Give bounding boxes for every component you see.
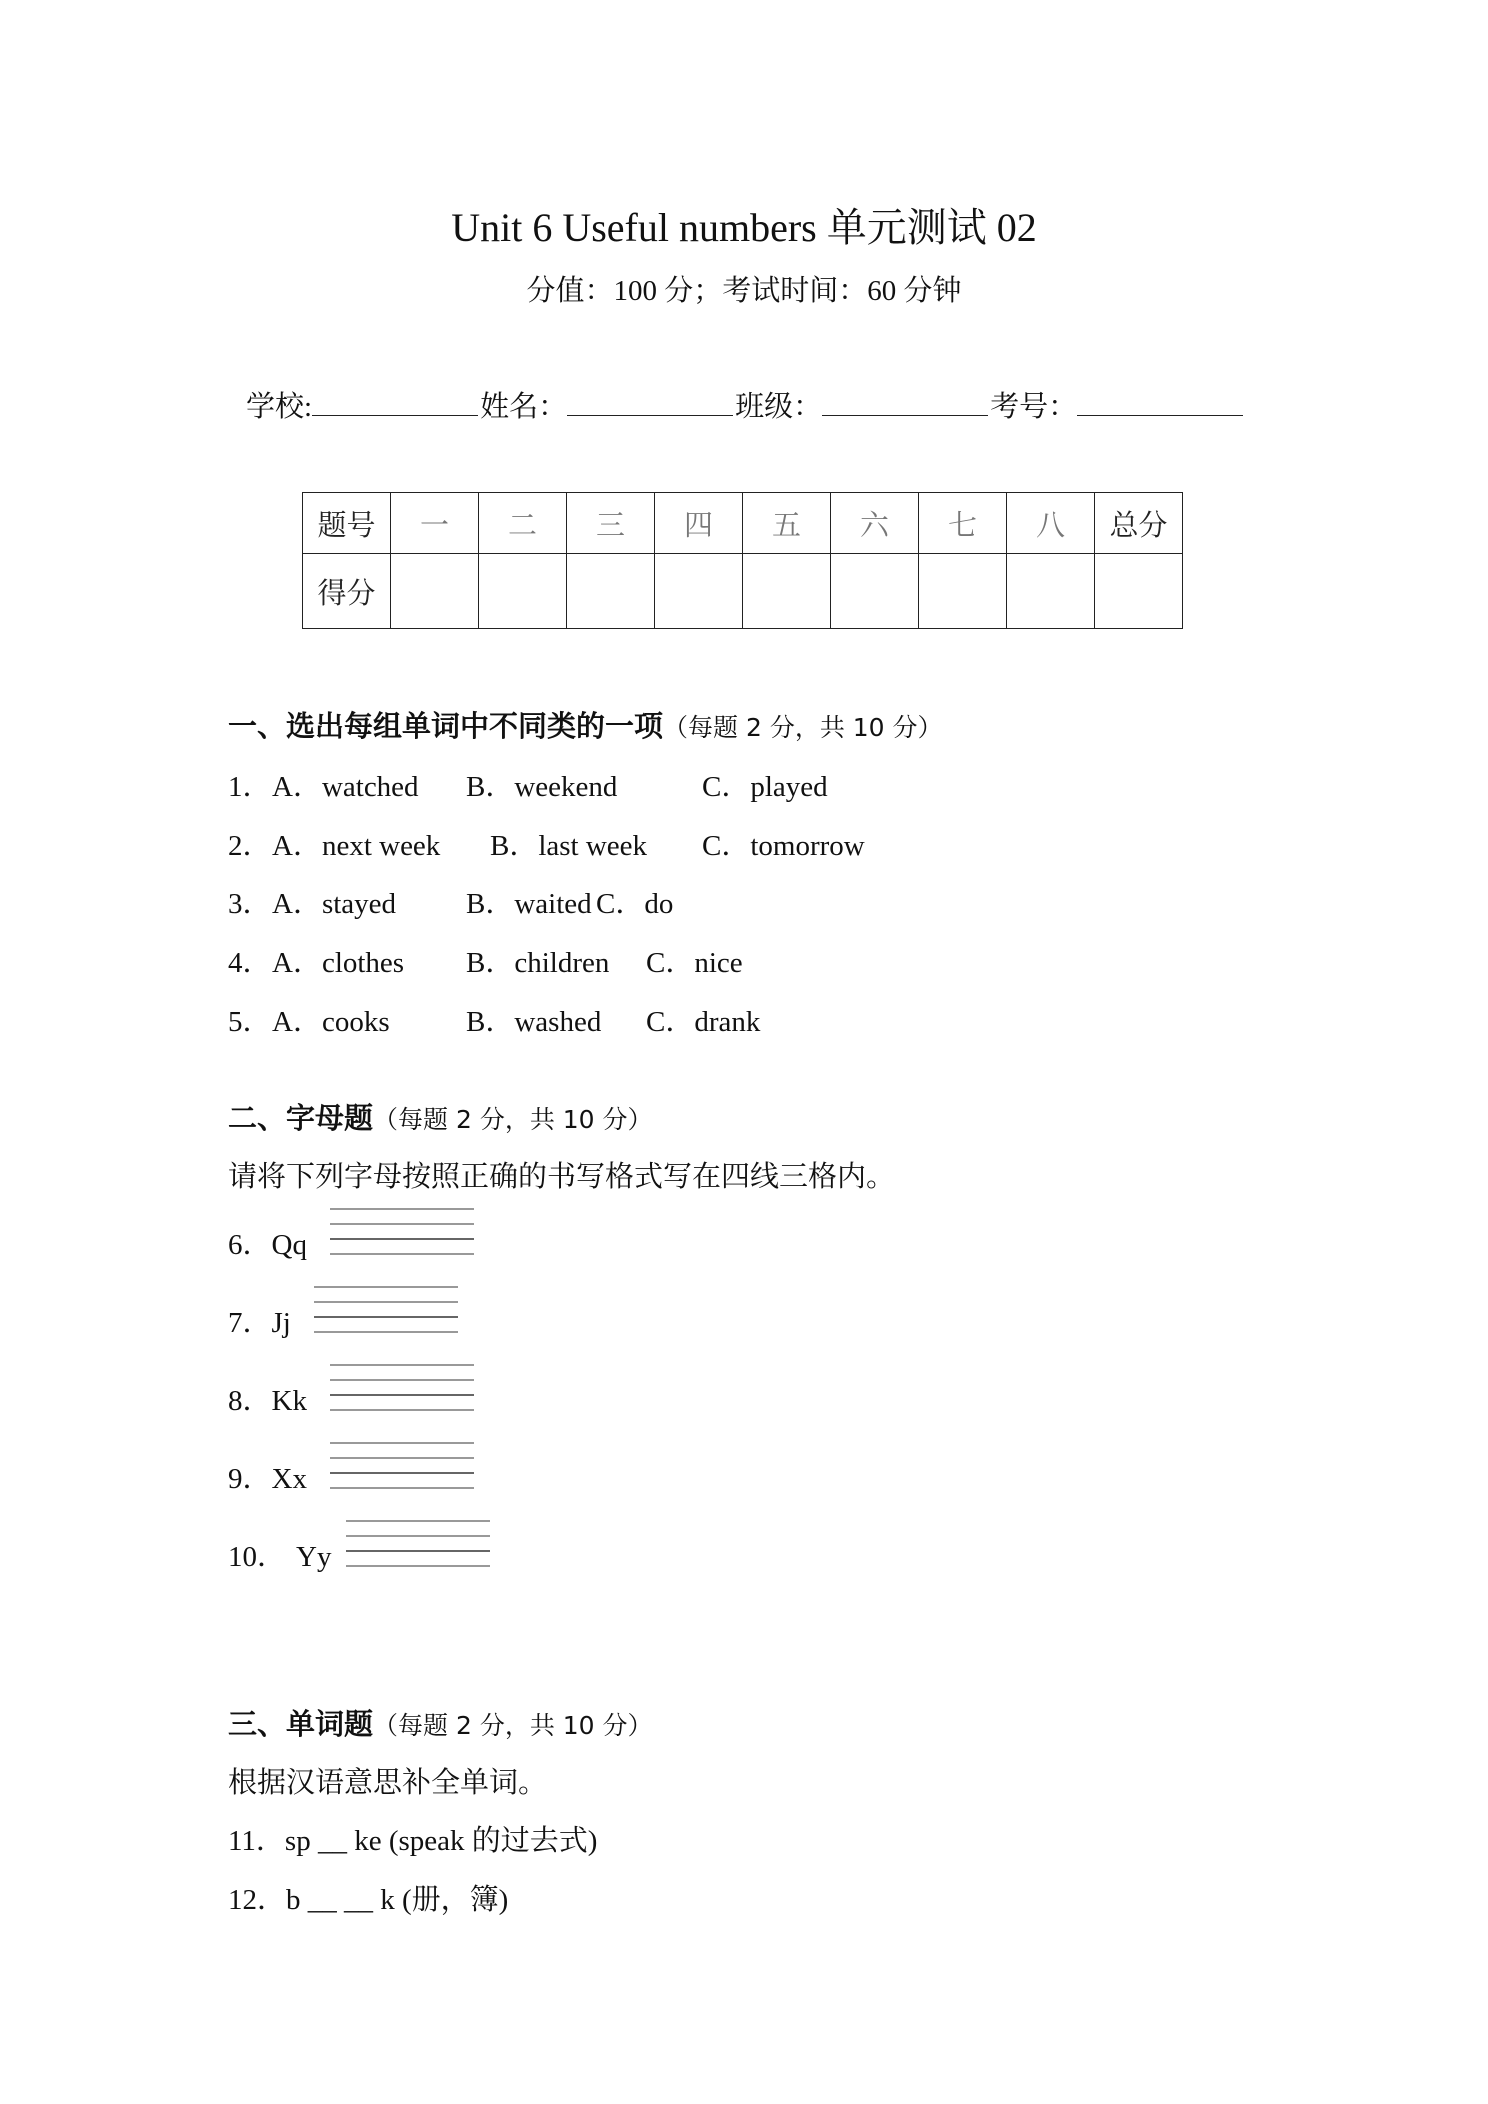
word-question[interactable]: 12．b __ __ k (册，簿) xyxy=(228,1884,509,1916)
score-input-cell[interactable] xyxy=(1095,554,1183,629)
score-table-cell: 题号 xyxy=(303,493,391,554)
letter-item xyxy=(228,1300,291,1341)
exam-number-label: 考号： xyxy=(990,391,1078,423)
option-a[interactable]: A．clothes xyxy=(272,947,405,979)
school-label: 学校: xyxy=(246,391,313,423)
score-table-header-row xyxy=(303,493,1183,554)
letter-item-letters: Xx xyxy=(271,1463,307,1495)
score-input-cell[interactable] xyxy=(479,554,567,629)
score-table-score-row xyxy=(303,554,1183,629)
letter-item-number: 7． xyxy=(228,1307,272,1339)
exam-number-blank[interactable] xyxy=(1077,385,1243,416)
four-line-grid[interactable] xyxy=(346,1520,490,1570)
score-table-cell: 二 xyxy=(479,493,567,554)
option-c[interactable]: C．nice xyxy=(646,947,743,979)
option-a[interactable]: A．stayed xyxy=(272,888,397,920)
school-blank[interactable] xyxy=(312,385,478,416)
section2-instruction: 请将下列字母按照正确的书写格式写在四线三格内。 xyxy=(228,1161,896,1193)
score-table-cell: 总分 xyxy=(1095,493,1183,554)
page-title: Unit 6 Useful numbers 单元测试 02 xyxy=(451,205,1037,250)
option-c[interactable]: C．do xyxy=(596,888,674,920)
option-b[interactable]: B．children xyxy=(466,947,610,979)
class-label: 班级： xyxy=(735,391,823,423)
question-item xyxy=(228,881,673,922)
question-item xyxy=(228,999,760,1040)
score-table-cell: 三 xyxy=(567,493,655,554)
section1-note: （每题 2 分，共 10 分） xyxy=(663,713,943,742)
letter-item-number: 9． xyxy=(228,1463,272,1495)
letter-item-letters: Jj xyxy=(271,1307,291,1339)
option-a[interactable]: A．cooks xyxy=(272,1006,390,1038)
score-input-cell[interactable] xyxy=(743,554,831,629)
name-label: 姓名： xyxy=(480,391,568,423)
letter-item-letters: Yy xyxy=(296,1541,332,1573)
score-table-cell: 四 xyxy=(655,493,743,554)
option-b[interactable]: B．weekend xyxy=(466,771,618,803)
option-a[interactable]: A．next week xyxy=(272,830,441,862)
section3-heading xyxy=(228,1702,653,1743)
score-table-cell: 六 xyxy=(831,493,919,554)
section1-heading xyxy=(228,704,943,745)
question-item xyxy=(228,823,865,864)
word-question[interactable]: 11．sp __ ke (speak 的过去式) xyxy=(228,1825,598,1857)
student-info-line xyxy=(246,384,1245,425)
score-table xyxy=(302,492,1183,629)
four-line-grid[interactable] xyxy=(330,1208,474,1258)
letter-item-letters: Qq xyxy=(271,1229,307,1261)
letter-item xyxy=(228,1222,307,1263)
score-input-cell[interactable] xyxy=(391,554,479,629)
section3-title: 三、单词题 xyxy=(228,1709,374,1741)
score-row-label: 得分 xyxy=(303,554,391,629)
score-input-cell[interactable] xyxy=(1007,554,1095,629)
name-blank[interactable] xyxy=(567,385,733,416)
question-number: 2． xyxy=(228,830,272,862)
letter-item xyxy=(228,1534,331,1575)
section2-note: （每题 2 分，共 10 分） xyxy=(373,1105,653,1134)
letter-item-number: 10． xyxy=(228,1541,287,1573)
score-input-cell[interactable] xyxy=(919,554,1007,629)
page-subtitle: 分值：100 分；考试时间：60 分钟 xyxy=(526,275,962,307)
question-item xyxy=(228,940,743,981)
question-number: 4． xyxy=(228,947,272,979)
four-line-grid[interactable] xyxy=(330,1364,474,1414)
letter-item-number: 6． xyxy=(228,1229,272,1261)
option-c[interactable]: C．drank xyxy=(646,1006,761,1038)
section2-heading xyxy=(228,1096,653,1137)
question-number: 1． xyxy=(228,771,272,803)
four-line-grid[interactable] xyxy=(330,1442,474,1492)
four-line-grid[interactable] xyxy=(314,1286,458,1336)
letter-item xyxy=(228,1378,307,1419)
letter-item xyxy=(228,1456,307,1497)
question-number: 5． xyxy=(228,1006,272,1038)
score-table-cell: 五 xyxy=(743,493,831,554)
option-b[interactable]: B．waited xyxy=(466,888,592,920)
question-number: 3． xyxy=(228,888,272,920)
option-b[interactable]: B．washed xyxy=(466,1006,602,1038)
section1-title: 一、选出每组单词中不同类的一项 xyxy=(228,711,664,743)
score-table-cell: 八 xyxy=(1007,493,1095,554)
section3-note: （每题 2 分，共 10 分） xyxy=(373,1711,653,1740)
option-a[interactable]: A．watched xyxy=(272,771,419,803)
letter-item-number: 8． xyxy=(228,1385,272,1417)
question-item xyxy=(228,764,828,805)
option-c[interactable]: C．tomorrow xyxy=(702,830,865,862)
class-blank[interactable] xyxy=(822,385,988,416)
score-table-cell: 一 xyxy=(391,493,479,554)
section2-title: 二、字母题 xyxy=(228,1103,374,1135)
score-input-cell[interactable] xyxy=(831,554,919,629)
score-input-cell[interactable] xyxy=(567,554,655,629)
score-table-cell: 七 xyxy=(919,493,1007,554)
score-input-cell[interactable] xyxy=(655,554,743,629)
section3-instruction: 根据汉语意思补全单词。 xyxy=(228,1767,548,1799)
option-c[interactable]: C．played xyxy=(702,771,828,803)
letter-item-letters: Kk xyxy=(271,1385,307,1417)
option-b[interactable]: B．last week xyxy=(490,830,648,862)
